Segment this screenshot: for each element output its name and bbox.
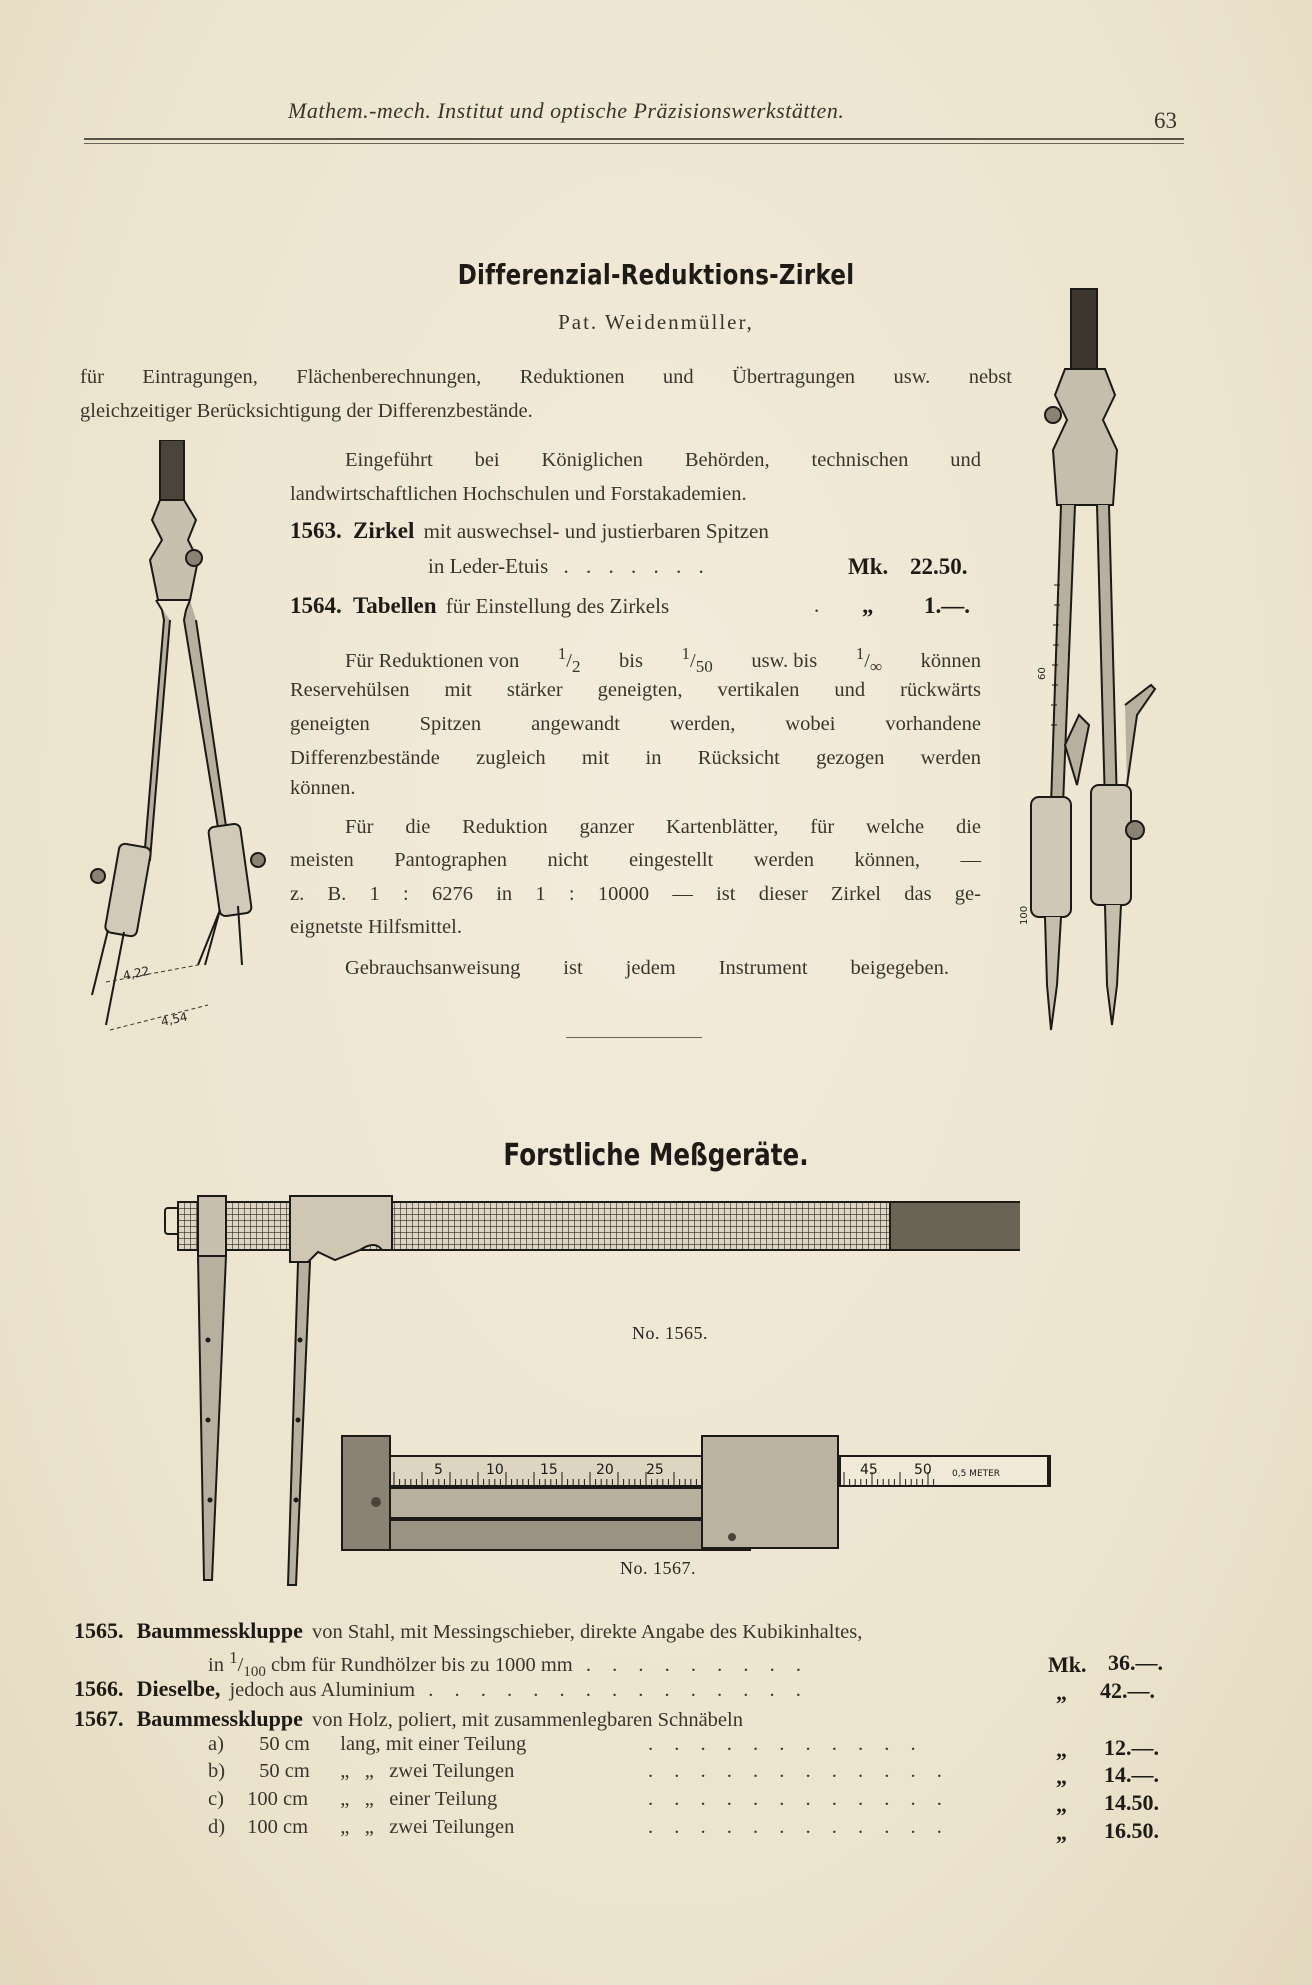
leader-dots: . . . . . . . xyxy=(563,554,710,578)
leader-dots: . . . . . . . . . xyxy=(585,1653,809,1676)
item-desc: von Stahl, mit Messingschieber, direkte Angabe des Kubikinhaltes, xyxy=(312,1621,863,1643)
caption-1567: No. 1567. xyxy=(620,1558,696,1578)
item-desc: cbm für Rundhölzer bis zu 1000 mm xyxy=(270,1653,573,1676)
text: usw. bis xyxy=(751,649,818,672)
text: Für Reduktionen von xyxy=(345,649,520,672)
scale-number: 10 xyxy=(486,1462,504,1478)
price-subrow-a xyxy=(208,1733,1188,1762)
adopted-line-2: landwirtschaftlichen Hochschulen und Forstakademien. xyxy=(290,483,747,505)
compass-handle xyxy=(160,440,184,500)
sub-size: 100 cm xyxy=(247,1816,309,1838)
price: 22.50. xyxy=(910,554,968,579)
fraction: $^1/_{100}$ xyxy=(229,1648,266,1680)
para2-line3: z. B. 1 : 6276 in 1 : 10000 — ist dieser Zirkel das ge- xyxy=(290,883,981,905)
leader-dot: . xyxy=(814,593,820,617)
leader-dots: . . . . . . . . . . . . xyxy=(648,1816,950,1838)
price: 14.—. xyxy=(1104,1762,1159,1787)
item-name: Dieselbe, xyxy=(136,1676,221,1701)
ditto-mark: „ xyxy=(1056,1680,1067,1705)
caption-1565: No. 1565. xyxy=(632,1323,708,1343)
sub-text: lang, mit einer Teilung xyxy=(340,1733,527,1755)
scale-number: 45 xyxy=(860,1462,878,1478)
item-number: 1567. xyxy=(74,1706,124,1731)
page-number: 63 xyxy=(1154,108,1177,133)
frac-num: 1 xyxy=(855,644,865,663)
ditto-mark: „ xyxy=(1056,1792,1067,1817)
section-separator xyxy=(566,1037,702,1038)
price: 16.50. xyxy=(1104,1818,1159,1843)
compass-handle xyxy=(1071,289,1097,369)
leader-dots: . . . . . . . . . . . . xyxy=(648,1788,950,1810)
frac-den: 100 xyxy=(243,1663,266,1680)
item-name: Baummesskluppe xyxy=(136,1706,303,1731)
para1-line5: können. xyxy=(290,777,356,799)
item-number: 1566. xyxy=(74,1676,124,1701)
frac-num: 1 xyxy=(229,1648,238,1667)
scale-label: 0,5 METER xyxy=(952,1469,1001,1479)
figure-label: 4,54 xyxy=(159,1009,189,1029)
sub-size: 100 cm xyxy=(247,1788,309,1810)
ditto-mark: „ xyxy=(862,593,874,618)
sub-text: „ „ zwei Teilungen xyxy=(340,1760,515,1782)
section-title-zirkel: Differenzial-Reduktions-Zirkel xyxy=(457,258,855,291)
sub-letter: a) xyxy=(208,1733,224,1755)
scale-number: 20 xyxy=(596,1462,614,1478)
price-subrow-b xyxy=(208,1760,1188,1789)
text: können xyxy=(920,649,981,672)
sub-letter: c) xyxy=(208,1788,224,1810)
scale-number: 15 xyxy=(540,1462,558,1478)
fraction: $^1/_2$ xyxy=(557,644,581,676)
para3: Gebrauchsanweisung ist jedem Instrument beigegeben. xyxy=(345,957,949,979)
price: 14.50. xyxy=(1104,1790,1159,1815)
sub-text: „ „ zwei Teilungen xyxy=(340,1816,515,1838)
price: 42.—. xyxy=(1100,1678,1155,1703)
scale-number: 25 xyxy=(646,1462,664,1478)
item-number: 1563. xyxy=(290,518,342,543)
figure-label: 4,22 xyxy=(121,963,151,983)
item-desc: in Leder-Etuis xyxy=(428,554,549,578)
header-rule-thin xyxy=(84,143,1184,144)
item-desc: in xyxy=(208,1653,224,1676)
intro-line-2: gleichzeitiger Berücksichtigung der Differenzbestände. xyxy=(80,400,533,422)
para1-line2: Reservehülsen mit stärker geneigten, vertikalen und rückwärts xyxy=(290,679,981,701)
para2-line4: eignetste Hilfsmittel. xyxy=(290,916,462,938)
item-1563-line2 xyxy=(428,554,988,579)
figure-label: 60 xyxy=(1037,667,1048,680)
price: 12.—. xyxy=(1104,1735,1159,1760)
item-1564 xyxy=(290,593,990,619)
scale-number: 5 xyxy=(434,1462,443,1478)
item-name: Baummesskluppe xyxy=(136,1618,303,1643)
leader-dots: . . . . . . . . . . . . . . . xyxy=(428,1679,809,1701)
frac-den: ∞ xyxy=(869,656,883,676)
sub-letter: b) xyxy=(208,1760,226,1782)
para2-line2: meisten Pantographen nicht eingestellt werden können, — xyxy=(290,849,981,871)
price-row-1565-line1 xyxy=(74,1618,1184,1644)
sub-size: 50 cm xyxy=(259,1760,310,1782)
currency: Mk. xyxy=(1048,1652,1087,1677)
sub-letter: d) xyxy=(208,1816,226,1838)
item-1563-line1 xyxy=(290,518,990,544)
frac-den: 50 xyxy=(695,656,713,676)
fraction: $^1/_\infty$ xyxy=(855,644,883,676)
price-row-1566 xyxy=(74,1676,1184,1705)
price-row-1567 xyxy=(74,1706,1184,1732)
frac-den: 2 xyxy=(572,656,581,676)
price: 36.—. xyxy=(1108,1650,1163,1675)
sub-size: 50 cm xyxy=(259,1733,310,1755)
ditto-mark: „ xyxy=(1056,1764,1067,1789)
frac-num: 1 xyxy=(557,644,567,663)
ditto-mark: „ xyxy=(1056,1820,1067,1845)
intro-line-1: für Eintragungen, Flächenberechnungen, Reduktionen und Übertragungen usw. nebst xyxy=(80,366,1012,388)
adopted-line-1: Eingeführt bei Königlichen Behörden, technischen und xyxy=(345,449,981,471)
section-subtitle: Pat. Weidenmüller, xyxy=(558,310,754,334)
item-number: 1564. xyxy=(290,593,342,618)
section-title-forst: Forstliche Meßgeräte. xyxy=(503,1138,809,1173)
sub-text: „ „ einer Teilung xyxy=(340,1788,498,1810)
currency: Mk. xyxy=(848,554,889,579)
para1-line3: geneigten Spitzen angewandt werden, wobei vorhandene xyxy=(290,713,981,735)
ditto-mark: „ xyxy=(1056,1737,1067,1762)
item-name: Zirkel xyxy=(353,518,415,543)
para2-line1: Für die Reduktion ganzer Kartenblätter, für welche die xyxy=(345,816,981,838)
para1-line4: Differenzbestände zugleich mit in Rücksicht gezogen werden xyxy=(290,747,981,769)
item-name: Tabellen xyxy=(353,593,437,618)
header-rule xyxy=(84,138,1184,140)
price-subrow-d xyxy=(208,1816,1188,1845)
leader-dots: . . . . . . . . . . . xyxy=(648,1733,924,1755)
frac-num: 1 xyxy=(681,644,691,663)
compass-left-illustration xyxy=(70,440,270,1040)
price: 1.—. xyxy=(924,593,970,618)
fraction: $^1/_{50}$ xyxy=(681,644,713,676)
item-desc: jedoch aus Aluminium xyxy=(229,1679,416,1701)
scale-number: 50 xyxy=(914,1462,932,1478)
leader-dots: . . . . . . . . . . . . xyxy=(648,1760,950,1782)
text: bis xyxy=(619,649,643,672)
figure-label: 100 xyxy=(1019,905,1030,925)
compass-right-illustration xyxy=(1005,285,1195,1045)
item-desc: von Holz, poliert, mit zusammenlegbaren Schnäbeln xyxy=(312,1709,743,1731)
item-desc: mit auswechsel- und justierbaren Spitzen xyxy=(423,519,769,543)
item-desc: für Einstellung des Zirkels xyxy=(445,594,670,618)
caliper-1567-illustration xyxy=(340,1432,1110,1557)
running-header: Mathem.-mech. Institut und optische Präzisionswerkstätten. xyxy=(288,98,845,123)
price-subrow-c xyxy=(208,1788,1188,1817)
item-number: 1565. xyxy=(74,1618,124,1643)
